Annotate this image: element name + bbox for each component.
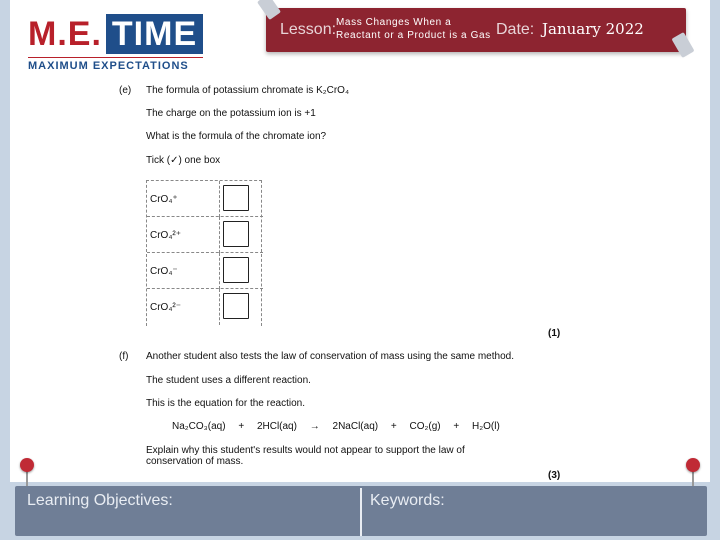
question-f-marks: (3) [548, 470, 561, 481]
logo-primary-text: M.E. [28, 15, 102, 53]
equation-term: H₂O(l) [472, 421, 500, 432]
option-label: CrO₄⁻ [150, 266, 178, 277]
learning-objectives-label[interactable]: Learning Objectives: [27, 492, 173, 509]
me-time-logo [28, 14, 203, 72]
question-e-line1: The formula of potassium chromate is K₂CrO₄ [146, 85, 350, 96]
column-divider [219, 217, 220, 253]
question-e-label: (e) [119, 85, 132, 96]
date-value[interactable]: January 2022 [542, 20, 644, 38]
option-row [147, 289, 263, 325]
logo-tagline: MAXIMUM EXPECTATIONS [28, 57, 203, 72]
lesson-title[interactable]: Mass Changes When a Reactant or a Product is a Gas [336, 17, 491, 41]
column-divider [219, 253, 220, 289]
question-f-line2: The student uses a different reaction. [146, 375, 311, 386]
equation-operator: + [238, 421, 245, 432]
logo-secondary-text: TIME [106, 14, 203, 54]
option-label: CrO₄²⁻ [150, 302, 182, 313]
tick-box[interactable] [223, 185, 249, 211]
tick-box[interactable] [223, 221, 249, 247]
question-e-line3: What is the formula of the chromate ion? [146, 131, 327, 142]
question-f-prompt-line1: Explain why this student's results would not appear to support the law of [146, 445, 465, 456]
option-row [147, 181, 263, 217]
equation-term: Na₂CO₃(aq) [172, 421, 226, 432]
question-e-instruction: Tick (✓) one box [146, 155, 221, 166]
question-f-prompt-line2: conservation of mass. [146, 456, 244, 467]
option-label: CrO₄²⁺ [150, 230, 182, 241]
worksheet-page [10, 0, 710, 482]
tick-box[interactable] [223, 257, 249, 283]
option-row [147, 253, 263, 289]
column-divider [219, 289, 220, 325]
tick-box-table [146, 180, 262, 326]
question-f-label: (f) [119, 351, 129, 362]
equation-operator: + [390, 421, 397, 432]
footer-divider [360, 488, 362, 536]
date-label: Date: [496, 21, 535, 38]
question-e-line2: The charge on the potassium ion is +1 [146, 108, 316, 119]
keywords-label[interactable]: Keywords: [370, 492, 445, 509]
question-e-marks: (1) [548, 328, 561, 339]
pushpin-icon [20, 458, 34, 472]
column-divider [219, 181, 220, 217]
equation-term: CO₂(g) [409, 421, 441, 432]
equation-term: 2NaCl(aq) [332, 421, 379, 432]
chemical-equation [172, 421, 510, 432]
option-row [147, 217, 263, 253]
pushpin-icon [686, 458, 700, 472]
equation-operator: + [453, 421, 460, 432]
tick-box[interactable] [223, 293, 249, 319]
footer-bar [15, 486, 707, 536]
question-f-line3: This is the equation for the reaction. [146, 398, 305, 409]
option-label: CrO₄⁺ [150, 194, 178, 205]
lesson-banner [266, 8, 686, 52]
equation-arrow: → [309, 421, 320, 432]
lesson-label: Lesson: [280, 21, 337, 38]
question-f-line1: Another student also tests the law of conservation of mass using the same method. [146, 351, 514, 362]
equation-term: 2HCl(aq) [256, 421, 297, 432]
